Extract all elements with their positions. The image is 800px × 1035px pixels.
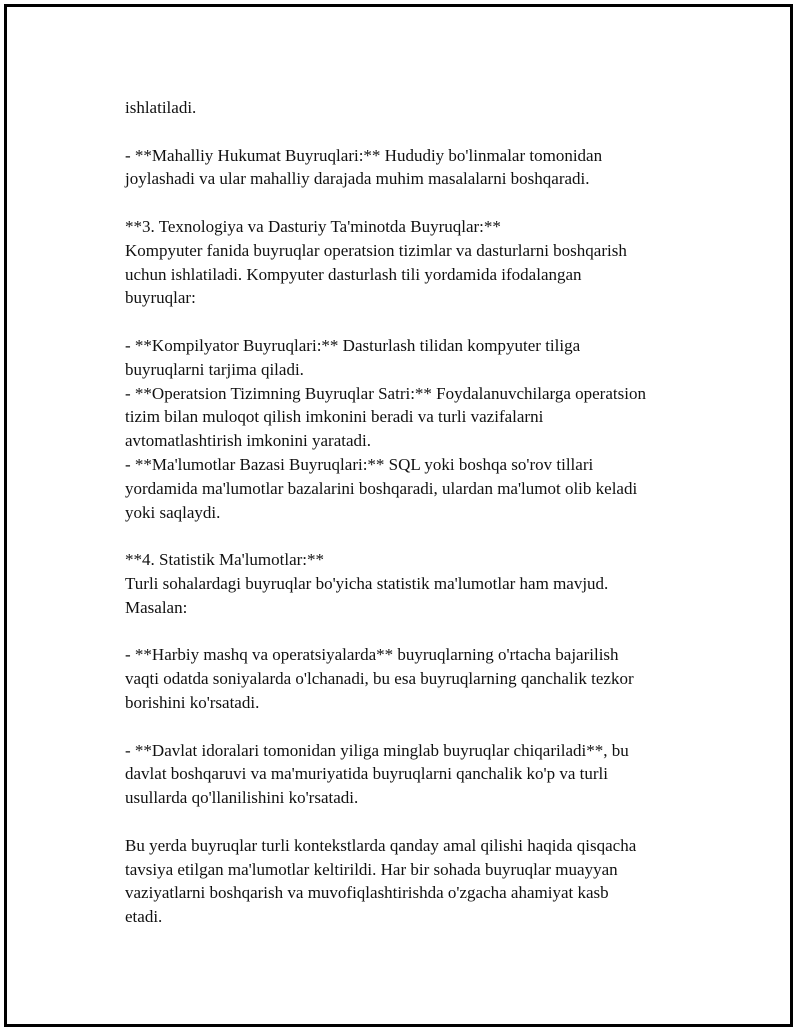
list-item: - **Harbiy mashq va operatsiyalarda** buyruqlarning o'rtacha bajarilish xyxy=(125,645,619,665)
text-line: Turli sohalardagi buyruqlar bo'yicha statistik ma'lumotlar ham mavjud. xyxy=(125,573,609,593)
page-frame xyxy=(4,4,793,1027)
section-statistics xyxy=(125,548,705,619)
paragraph-military-orders xyxy=(125,643,705,714)
paragraph-continuation xyxy=(125,96,705,120)
text-line: borishini ko'rsatadi. xyxy=(125,692,260,712)
text-line: etadi. xyxy=(125,907,163,927)
section-heading: **4. Statistik Ma'lumotlar:** xyxy=(125,550,325,570)
text-line: Bu yerda buyruqlar turli kontekstlarda qanday amal qilishi haqida qisqacha xyxy=(125,835,637,855)
paragraph-conclusion xyxy=(125,834,705,929)
list-item: - **Kompilyator Buyruqlari:** Dasturlash tilidan kompyuter tiliga xyxy=(125,335,581,355)
text-line: joylashadi va ular mahalliy darajada muhim masalalarni boshqaradi. xyxy=(125,169,590,189)
text-line: vaqti odatda soniyalarda o'lchanadi, bu esa buyruqlarning qanchalik tezkor xyxy=(125,669,634,689)
section-technology-software xyxy=(125,215,705,310)
text-line: uchun ishlatiladi. Kompyuter dasturlash tili yordamida ifodalangan xyxy=(125,264,582,284)
document-body xyxy=(125,96,705,953)
text-line: avtomatlashtirish imkonini yaratadi. xyxy=(125,431,371,451)
text-line: tizim bilan muloqot qilish imkonini beradi va turli vazifalarni xyxy=(125,407,544,427)
text-line: - **Mahalliy Hukumat Buyruqlari:** Hududiy bo'linmalar tomonidan xyxy=(125,145,603,165)
section-heading: **3. Texnologiya va Dasturiy Ta'minotda Buyruqlar:** xyxy=(125,216,501,236)
text-line: Masalan: xyxy=(125,597,188,617)
list-item: - **Davlat idoralari tomonidan yiliga minglab buyruqlar chiqariladi**, bu xyxy=(125,740,629,760)
text-line: davlat boshqaruvi va ma'muriyatida buyruqlarni qanchalik ko'p va turli xyxy=(125,764,608,784)
text-line: usullarda qo'llanilishini ko'rsatadi. xyxy=(125,788,359,808)
text-line: yordamida ma'lumotlar bazalarini boshqaradi, ulardan ma'lumot olib keladi xyxy=(125,478,638,498)
list-item: - **Ma'lumotlar Bazasi Buyruqlari:** SQL yoki boshqa so'rov tillari xyxy=(125,454,594,474)
paragraph-command-types-list xyxy=(125,334,705,524)
paragraph-local-government-orders xyxy=(125,144,705,192)
text-line: ishlatiladi. xyxy=(125,98,197,117)
text-line: vaziyatlarni boshqarish va muvofiqlashtirishda o'zgacha ahamiyat kasb xyxy=(125,883,609,903)
text-line: yoki saqlaydi. xyxy=(125,502,221,522)
text-line: buyruqlarni tarjima qiladi. xyxy=(125,359,304,379)
text-line: buyruqlar: xyxy=(125,288,196,308)
text-line: Kompyuter fanida buyruqlar operatsion tizimlar va dasturlarni boshqarish xyxy=(125,240,627,260)
text-line: tavsiya etilgan ma'lumotlar keltirildi. Har bir sohada buyruqlar muayyan xyxy=(125,859,618,879)
paragraph-government-orders xyxy=(125,739,705,810)
list-item: - **Operatsion Tizimning Buyruqlar Satri:** Foydalanuvchilarga operatsion xyxy=(125,383,646,403)
